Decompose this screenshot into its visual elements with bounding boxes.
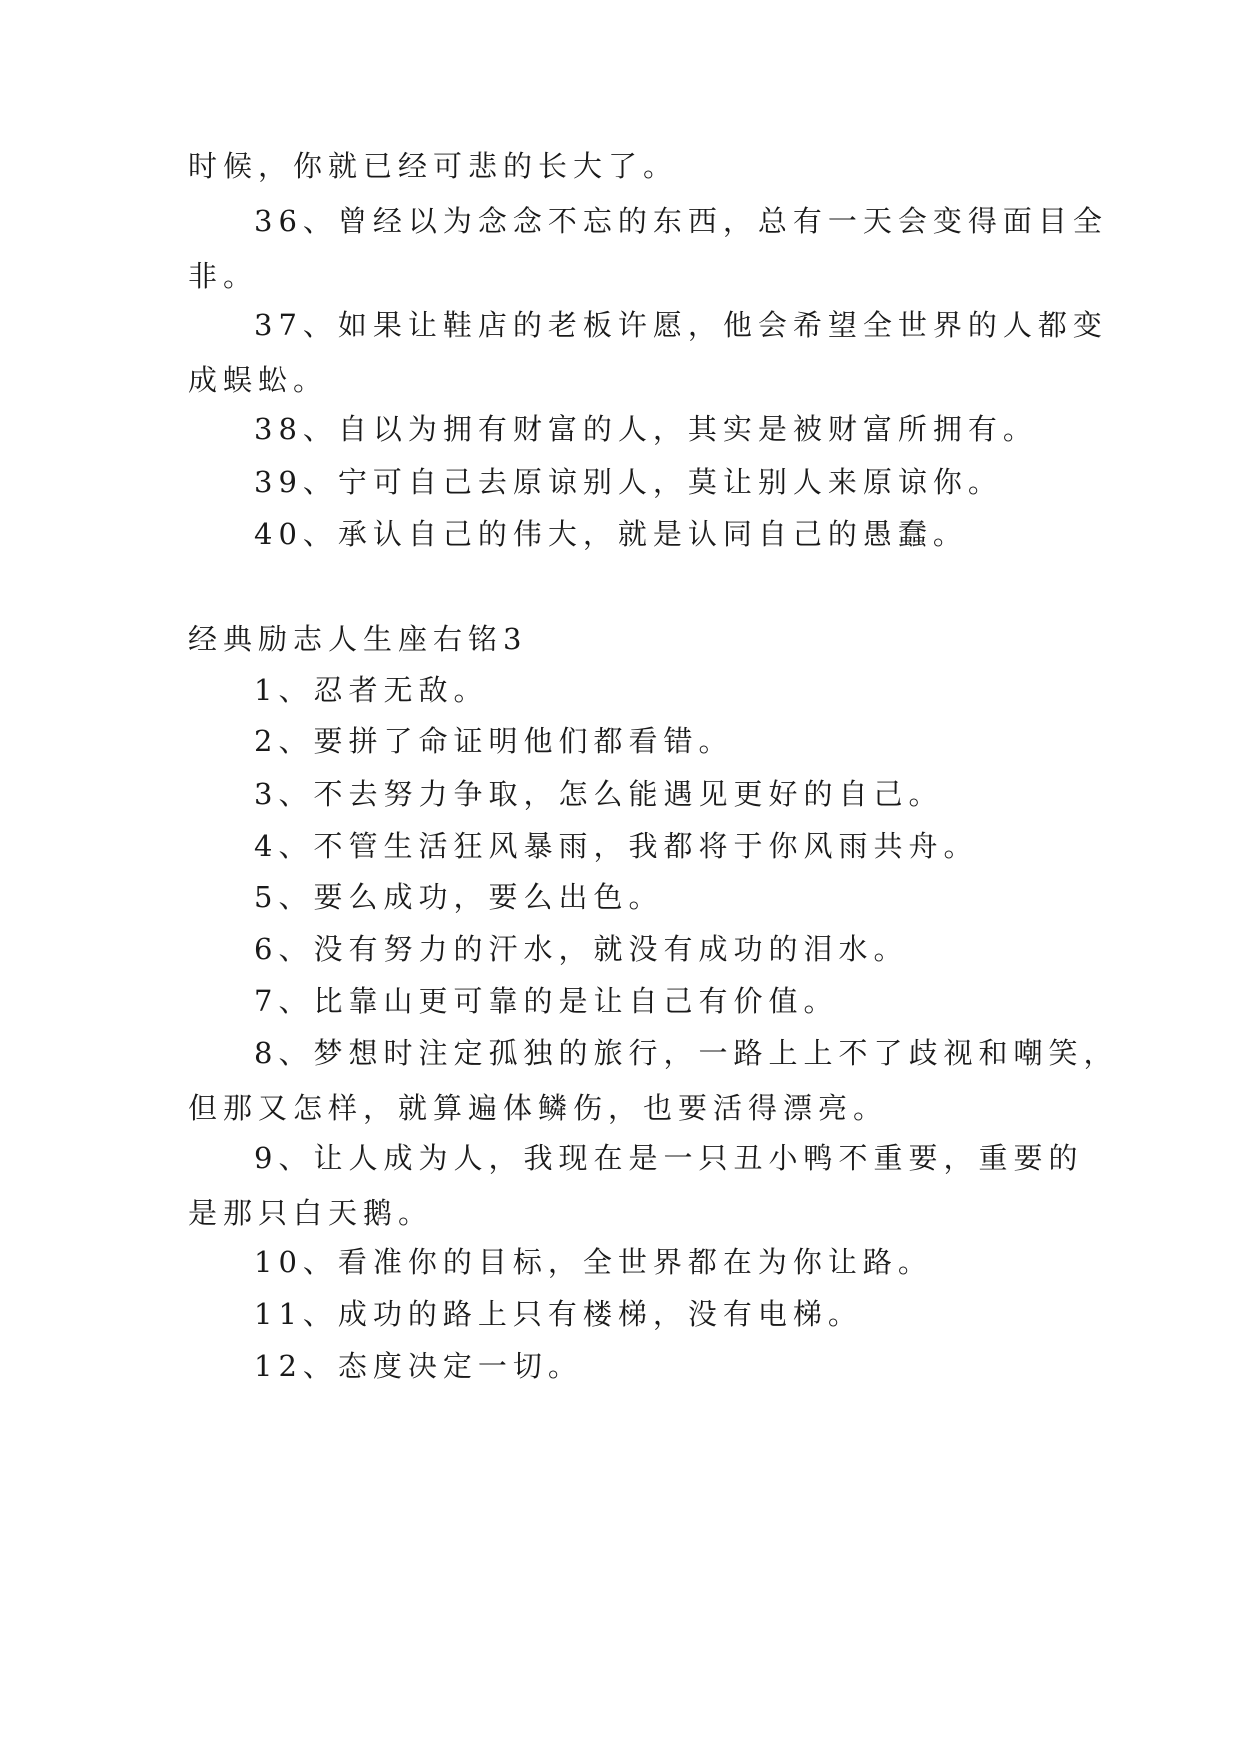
quote-39: 39、宁可自己去原谅别人，莫让别人来原谅你。 bbox=[254, 465, 1003, 499]
quote-36-line-1: 36、曾经以为念念不忘的东西，总有一天会变得面目全 bbox=[254, 204, 1108, 238]
quote-4: 4、不管生活狂风暴雨，我都将于你风雨共舟。 bbox=[254, 829, 979, 863]
quote-8-line-1: 8、梦想时注定孤独的旅行，一路上上不了歧视和嘲笑， bbox=[254, 1036, 1119, 1070]
quote-7: 7、比靠山更可靠的是让自己有价值。 bbox=[254, 984, 839, 1018]
quote-8-line-2: 但那又怎样，就算遍体鳞伤，也要活得漂亮。 bbox=[188, 1091, 889, 1125]
quote-1: 1、忍者无敌。 bbox=[254, 673, 489, 707]
quote-3: 3、不去努力争取，怎么能遇见更好的自己。 bbox=[254, 777, 944, 811]
quote-36-line-2: 非。 bbox=[188, 259, 259, 293]
quote-9-line-1: 9、让人成为人，我现在是一只丑小鸭不重要，重要的 bbox=[254, 1141, 1084, 1175]
quote-6: 6、没有努力的汗水，就没有成功的泪水。 bbox=[254, 932, 909, 966]
quote-40: 40、承认自己的伟大，就是认同自己的愚蠢。 bbox=[254, 517, 968, 551]
quote-10: 10、看准你的目标，全世界都在为你让路。 bbox=[254, 1245, 933, 1279]
quote-12: 12、态度决定一切。 bbox=[254, 1349, 583, 1383]
quote-11: 11、成功的路上只有楼梯，没有电梯。 bbox=[254, 1297, 863, 1331]
quote-5: 5、要么成功，要么出色。 bbox=[254, 880, 664, 914]
section-heading: 经典励志人生座右铭3 bbox=[188, 622, 528, 656]
quote-37-line-1: 37、如果让鞋店的老板许愿，他会希望全世界的人都变 bbox=[254, 308, 1108, 342]
paragraph-continuation: 时候，你就已经可悲的长大了。 bbox=[188, 149, 679, 183]
quote-37-line-2: 成蜈蚣。 bbox=[188, 363, 329, 397]
quote-38: 38、自以为拥有财富的人，其实是被财富所拥有。 bbox=[254, 412, 1038, 446]
quote-2: 2、要拼了命证明他们都看错。 bbox=[254, 724, 734, 758]
quote-9-line-2: 是那只白天鹅。 bbox=[188, 1196, 434, 1230]
